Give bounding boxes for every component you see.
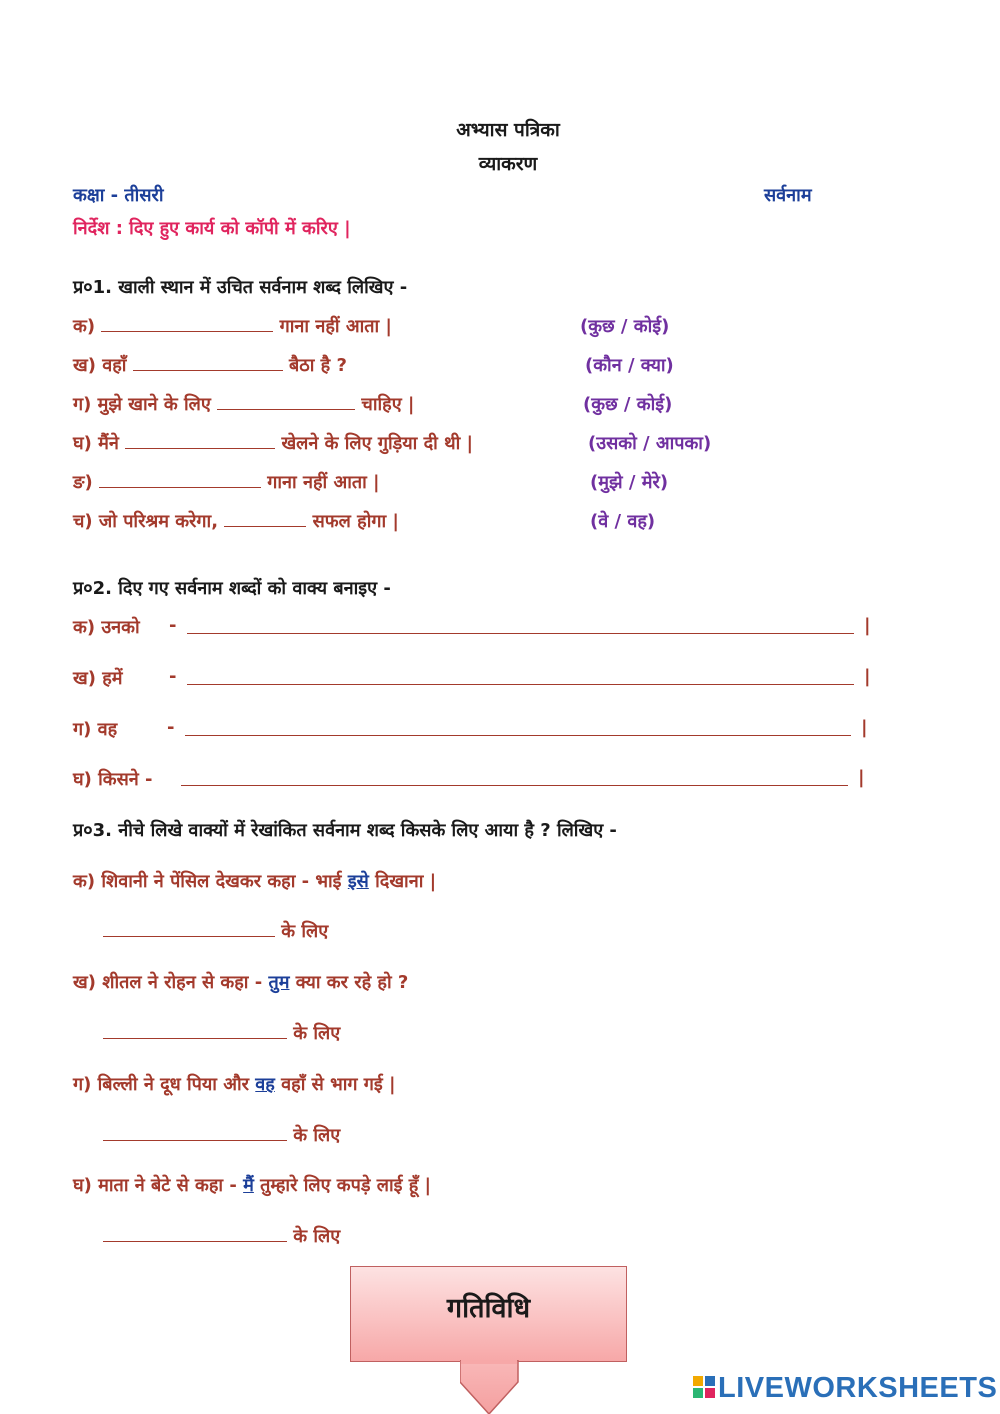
callout-pointer <box>460 1360 520 1414</box>
q2-dash: - <box>167 717 175 738</box>
q1-options: (उसको / आपका) <box>588 433 712 454</box>
liveworksheets-logo-icon <box>692 1375 716 1399</box>
q1-item <box>73 431 473 455</box>
q3-item <box>73 1072 396 1096</box>
q3-answer <box>103 919 328 943</box>
q3-answer <box>103 1123 340 1147</box>
q3-underlined-pronoun: तुम <box>268 972 290 993</box>
q1-item <box>73 470 380 494</box>
q1-item-suffix: गाना नहीं आता | <box>279 316 392 337</box>
class-label: कक्षा - तीसरी <box>73 185 164 206</box>
q1-blank[interactable] <box>125 434 275 449</box>
q3-item-prefix: ख) शीतल ने रोहन से कहा - <box>73 972 263 993</box>
q1-options: (कौन / क्या) <box>585 355 674 376</box>
q1-item-prefix: घ) मैंने <box>73 433 119 454</box>
q1-item-prefix: ग) मुझे खाने के लिए <box>73 394 211 415</box>
page-subtitle: व्याकरण <box>478 153 538 175</box>
q1-item-suffix: गाना नहीं आता | <box>267 472 380 493</box>
q1-options: (कुछ / कोई) <box>580 316 670 337</box>
q3-item-prefix: क) शिवानी ने पेंसिल देखकर कहा - भाई <box>73 871 342 892</box>
q3-heading: प्र०3. नीचे लिखे वाक्यों में रेखांकित सर्वनाम शब्द किसके लिए आया है ? लिखिए - <box>73 820 617 841</box>
q3-item <box>73 869 436 893</box>
activity-label: गतिविधि <box>446 1293 531 1324</box>
q3-answer-suffix: के लिए <box>293 1226 341 1247</box>
q2-answer-line[interactable] <box>187 633 854 634</box>
q2-dash: - <box>169 666 177 687</box>
q3-item-prefix: ग) बिल्ली ने दूध पिया और <box>73 1074 249 1095</box>
q2-label: ग) वह <box>73 719 118 740</box>
q1-blank[interactable] <box>217 395 355 410</box>
q1-item-prefix: च) जो परिश्रम करेगा, <box>73 511 219 532</box>
q1-options: (मुझे / मेरे) <box>590 472 669 493</box>
q2-end-mark: | <box>858 767 865 788</box>
q3-answer <box>103 1224 340 1248</box>
q3-answer <box>103 1021 340 1045</box>
q1-item <box>73 509 399 533</box>
q3-blank[interactable] <box>103 1024 287 1039</box>
q1-item-prefix: क) <box>73 316 96 337</box>
q1-options: (वे / वह) <box>590 511 656 532</box>
q1-blank[interactable] <box>99 473 261 488</box>
q3-blank[interactable] <box>103 922 275 937</box>
q3-item-suffix: वहाँ से भाग गई | <box>281 1074 396 1095</box>
q2-end-mark: | <box>864 666 871 687</box>
q1-item <box>73 392 415 416</box>
q2-label: क) उनको <box>73 617 140 638</box>
q3-item-suffix: तुम्हारे लिए कपड़े लाई हूँ | <box>260 1175 432 1196</box>
q3-item-suffix: क्या कर रहे हो ? <box>295 972 409 993</box>
q1-item-suffix: बैठा है ? <box>289 355 347 376</box>
topic-label: सर्वनाम <box>764 185 812 206</box>
q2-answer-line[interactable] <box>181 785 848 786</box>
q1-item <box>73 353 347 377</box>
q3-blank[interactable] <box>103 1227 287 1242</box>
q3-item-prefix: घ) माता ने बेटे से कहा - <box>73 1175 237 1196</box>
q1-blank[interactable] <box>133 356 283 371</box>
q1-heading: प्र०1. खाली स्थान में उचित सर्वनाम शब्द लिखिए - <box>73 277 408 298</box>
q3-answer-suffix: के लिए <box>293 1023 341 1044</box>
q1-item-suffix: खेलने के लिए गुड़िया दी थी | <box>281 433 474 454</box>
q2-heading: प्र०2. दिए गए सर्वनाम शब्दों को वाक्य बनाइए - <box>73 578 391 599</box>
q1-item-suffix: सफल होगा | <box>312 511 399 532</box>
q3-item-suffix: दिखाना | <box>375 871 437 892</box>
q2-answer-line[interactable] <box>185 735 851 736</box>
q3-blank[interactable] <box>103 1126 287 1141</box>
q3-item <box>73 1173 431 1197</box>
q3-answer-suffix: के लिए <box>281 921 329 942</box>
instruction: निर्देश : दिए हुए कार्य को कॉपी में करिए | <box>73 218 351 239</box>
q3-underlined-pronoun: मैं <box>243 1175 254 1196</box>
q1-item <box>73 314 392 338</box>
q3-item <box>73 970 408 994</box>
liveworksheets-logo <box>692 1372 997 1405</box>
q1-blank[interactable] <box>224 512 306 527</box>
q3-underlined-pronoun: वह <box>255 1074 275 1095</box>
q1-item-prefix: ङ) <box>73 472 93 493</box>
brand-name: LIVEWORKSHEETS <box>718 1372 998 1404</box>
q2-label: घ) किसने - <box>73 769 153 790</box>
q2-dash: - <box>169 615 177 636</box>
q3-answer-suffix: के लिए <box>293 1125 341 1146</box>
q2-answer-line[interactable] <box>187 684 854 685</box>
q1-item-prefix: ख) वहाँ <box>73 355 127 376</box>
q2-end-mark: | <box>861 717 868 738</box>
q1-blank[interactable] <box>101 317 273 332</box>
q2-end-mark: | <box>864 615 871 636</box>
page-title: अभ्यास पत्रिका <box>456 119 560 141</box>
q1-options: (कुछ / कोई) <box>583 394 673 415</box>
q2-label: ख) हमें <box>73 668 123 689</box>
q3-underlined-pronoun: इसे <box>347 871 369 892</box>
q1-item-suffix: चाहिए | <box>361 394 415 415</box>
